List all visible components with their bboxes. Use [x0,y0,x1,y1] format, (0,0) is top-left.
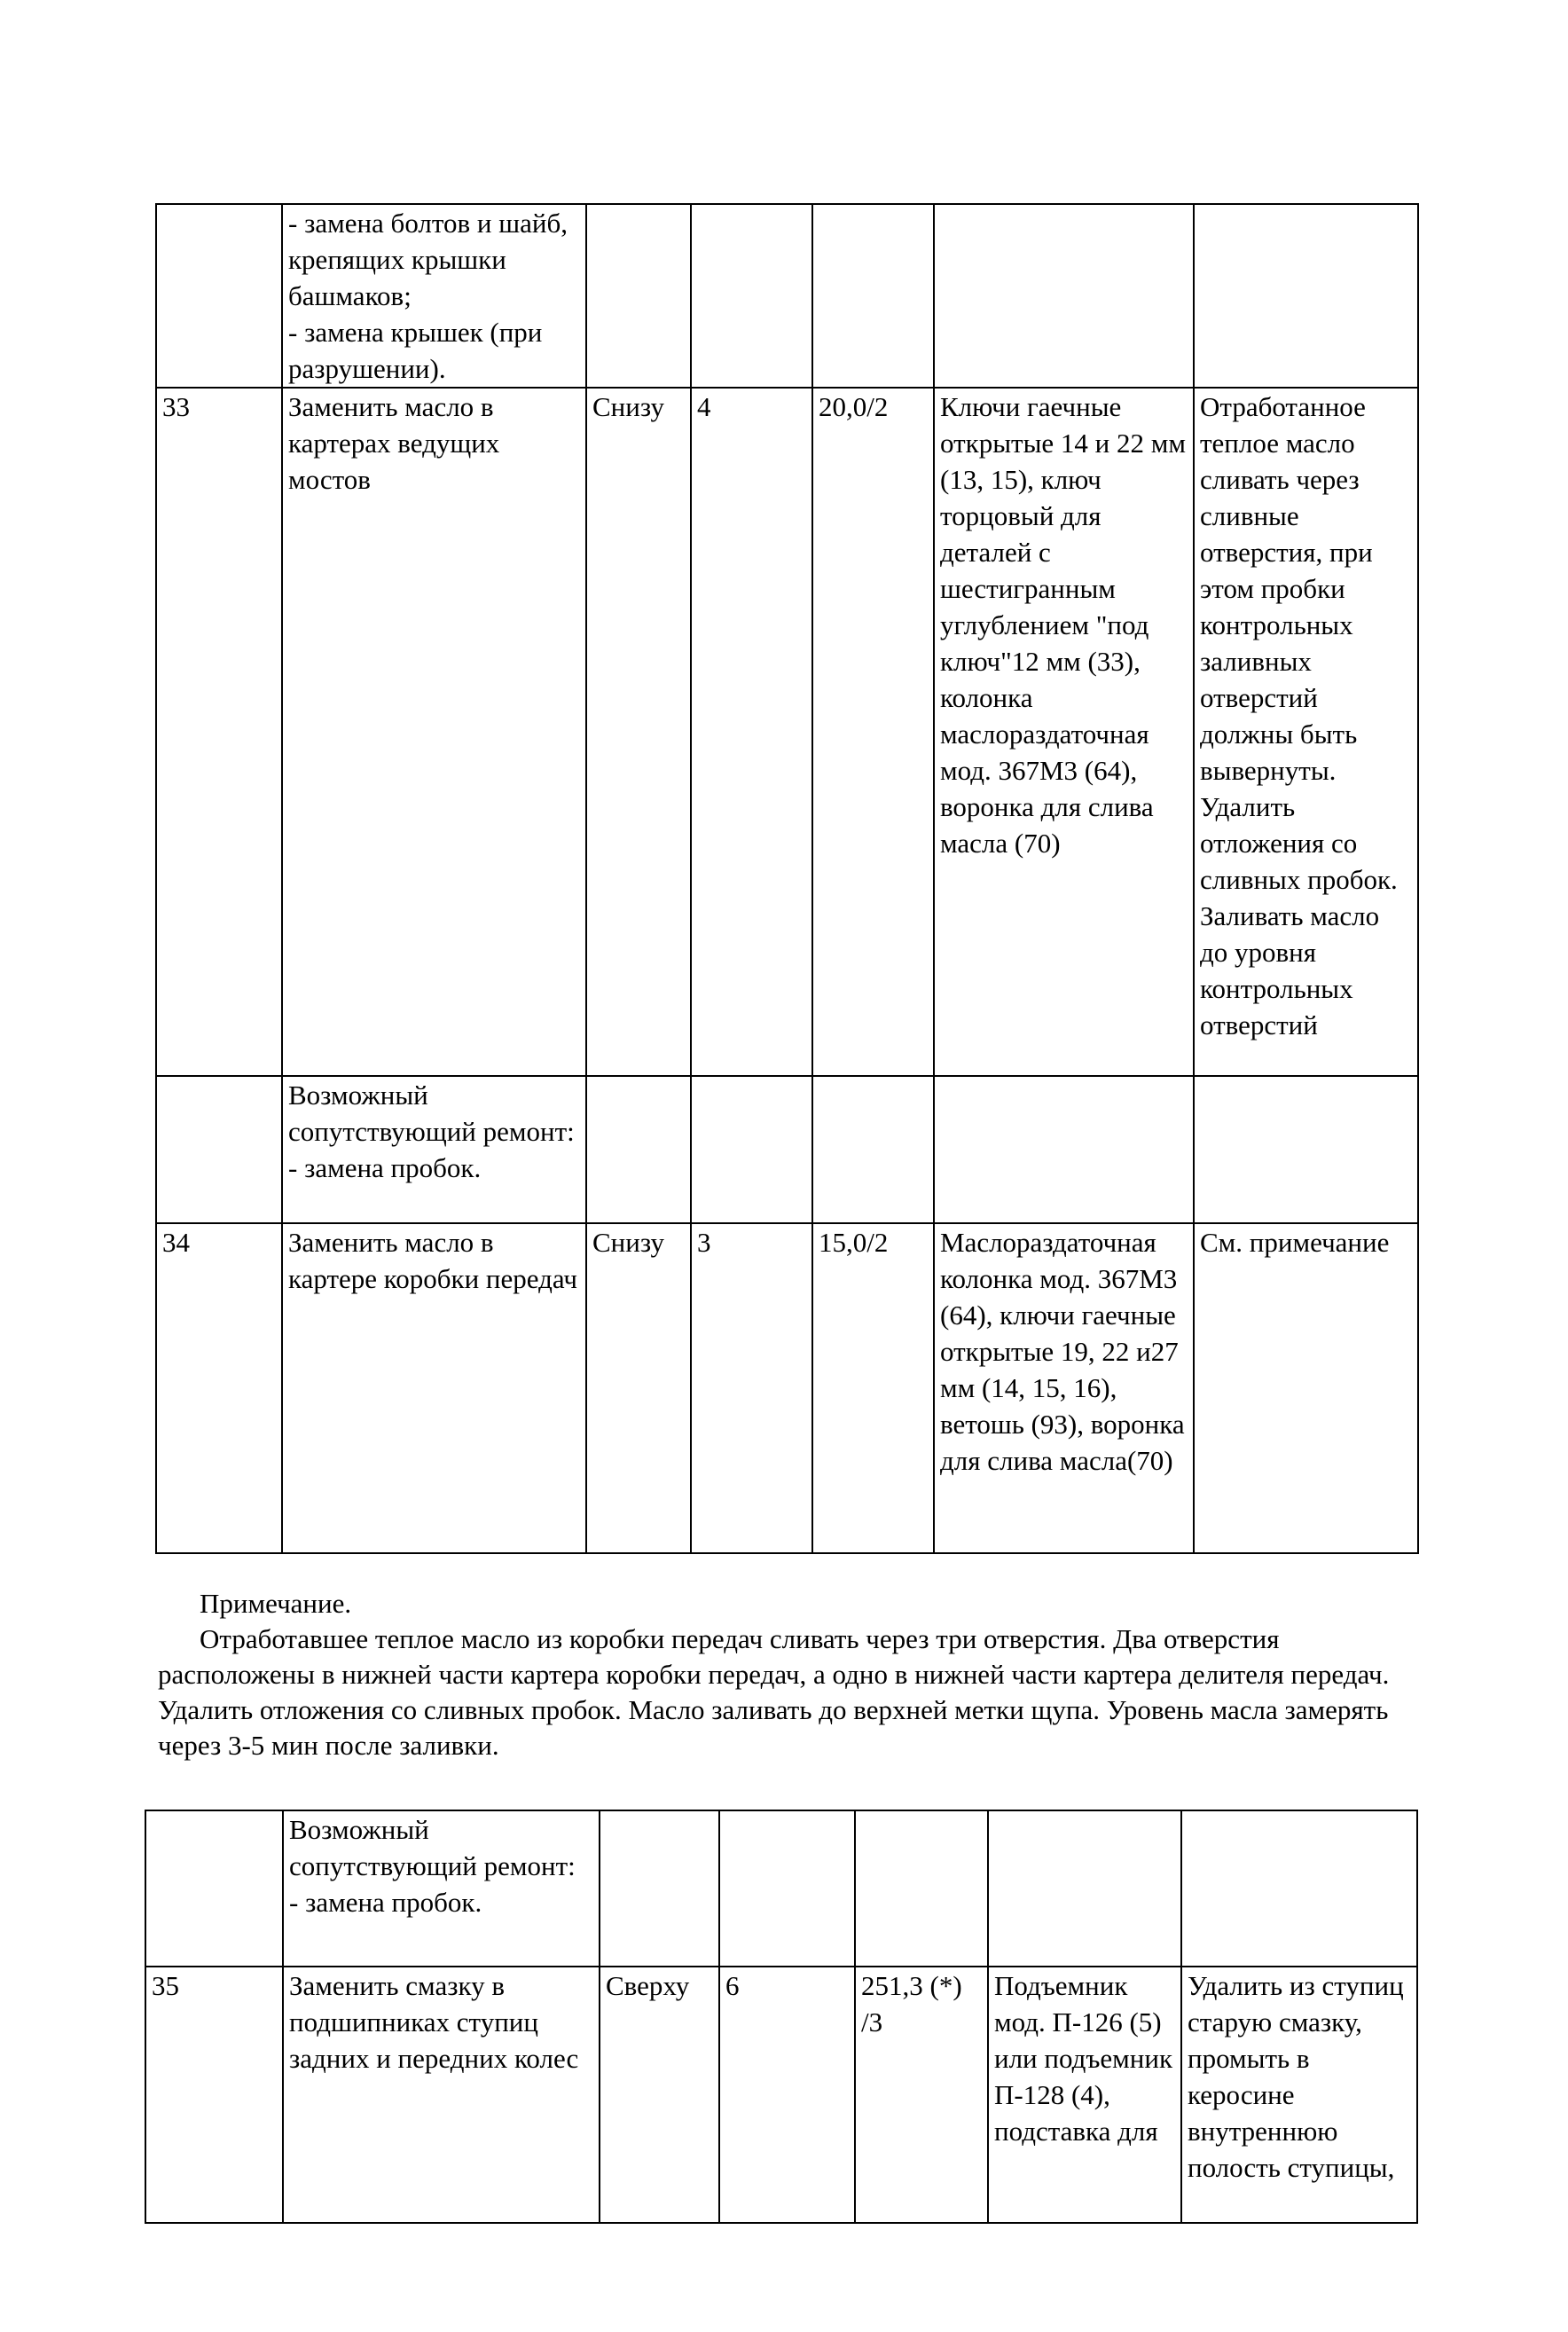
cell-labor [812,1076,934,1223]
cell-operation: Заменить смазку в подшипниках ступиц задних и передних колес [283,1967,600,2223]
cell-no: 35 [145,1967,283,2223]
note-block [158,1586,1435,1763]
cell-no [156,204,282,388]
table-row [145,1967,1417,2223]
cell-place [586,1076,691,1223]
cell-performers: 4 [691,388,812,1076]
cell-requirements [1194,204,1418,388]
cell-performers [719,1810,855,1967]
table-row [156,204,1418,388]
note-title: Примечание. [200,1588,352,1619]
cell-labor: 20,0/2 [812,388,934,1076]
table-row [145,1810,1417,1967]
cell-no: 34 [156,1223,282,1553]
cell-no: 33 [156,388,282,1076]
maintenance-table-top [155,203,1419,1554]
table-row [156,388,1418,1076]
cell-operation: - замена болтов и шайб, крепящих крышки башмаков; - замена крышек (при разрушении). [282,204,586,388]
cell-requirements: Отработанное теплое масло сливать через сливные отверстия, при этом пробки контрольных заливных отверстий должны быть вывернуты. Удалить отложения со сливных пробок. Заливать масло до уровня контрольных отверстий [1194,388,1418,1076]
cell-labor [812,204,934,388]
cell-tools: Подъемник мод. П-126 (5) или подъемник П-128 (4), подставка для [988,1967,1181,2223]
cell-place [586,204,691,388]
cell-requirements [1194,1076,1418,1223]
table-row [156,1223,1418,1553]
cell-place: Снизу [586,1223,691,1553]
cell-operation: Возможный сопутствующий ремонт: - замена пробок. [282,1076,586,1223]
cell-tools [934,204,1194,388]
cell-place: Сверху [600,1967,719,2223]
cell-tools: Ключи гаечные открытые 14 и 22 мм (13, 15), ключ торцовый для деталей с шестигранным углублением "под ключ"12 мм (33), колонка маслораздаточная мод. 367М3 (64), воронка для слива масла (70) [934,388,1194,1076]
cell-operation: Возможный сопутствующий ремонт: - замена пробок. [283,1810,600,1967]
cell-place: Снизу [586,388,691,1076]
note-text: Отработавшее теплое масло из коробки передач сливать через три отверстия. Два отверстия расположены в нижней части картера коробки передач, а одно в нижней части картера делителя передач. Удалить отложения со сливных пробок. Масло заливать до верхней метки щупа. Уровень масла замерять через 3-5 мин после заливки. [158,1623,1390,1761]
cell-performers [691,204,812,388]
cell-labor: 15,0/2 [812,1223,934,1553]
cell-no [145,1810,283,1967]
cell-tools: Маслораздаточная колонка мод. 367М3 (64), ключи гаечные открытые 19, 22 и27 мм (14, 15, 16), ветошь (93), воронка для слива масла(70) [934,1223,1194,1553]
cell-requirements: Удалить из ступиц старую смазку, промыть в керосине внутреннюю полость ступицы, [1181,1967,1417,2223]
cell-tools [934,1076,1194,1223]
table-row [156,1076,1418,1223]
cell-place [600,1810,719,1967]
cell-performers: 6 [719,1967,855,2223]
cell-performers: 3 [691,1223,812,1553]
maintenance-table-bottom [145,1810,1418,2224]
cell-labor: 251,3 (*) /3 [855,1967,988,2223]
cell-requirements: См. примечание [1194,1223,1418,1553]
cell-labor [855,1810,988,1967]
cell-requirements [1181,1810,1417,1967]
cell-performers [691,1076,812,1223]
cell-operation: Заменить масло в картерах ведущих мостов [282,388,586,1076]
cell-operation: Заменить масло в картере коробки передач [282,1223,586,1553]
cell-no [156,1076,282,1223]
cell-tools [988,1810,1181,1967]
